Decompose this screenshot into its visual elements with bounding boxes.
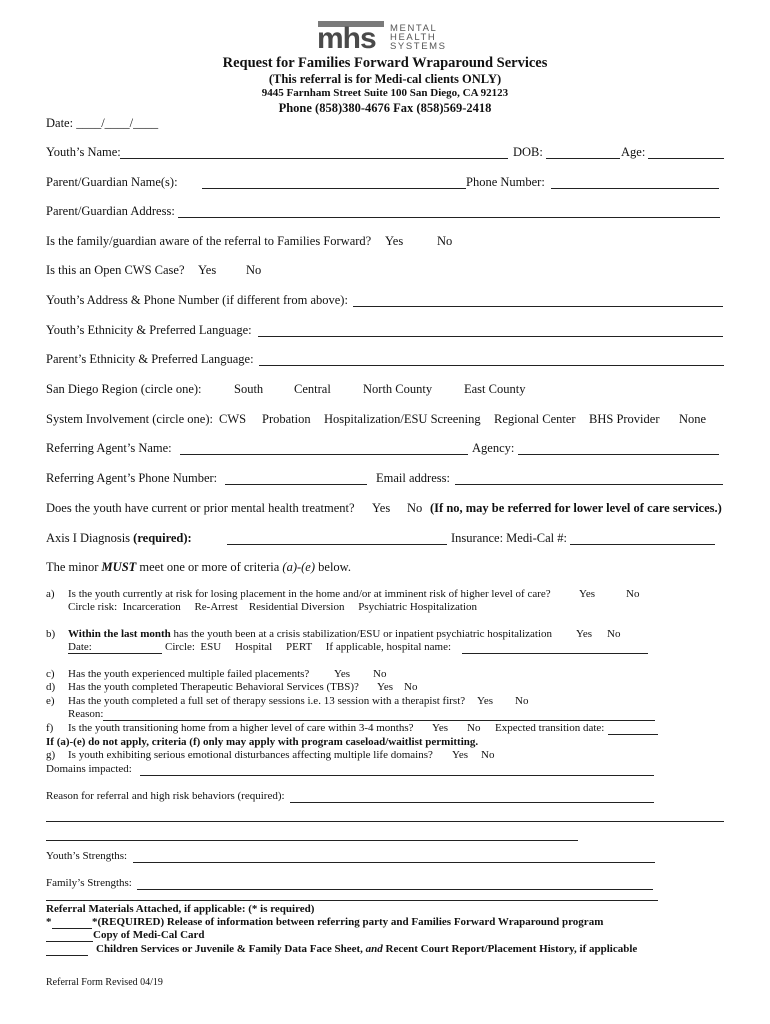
phone-number-label: Phone Number:	[466, 175, 545, 189]
hospital-name-input[interactable]	[462, 653, 648, 654]
criterion-c-no[interactable]: No	[373, 668, 387, 680]
parent-name-input[interactable]	[202, 188, 466, 189]
criterion-f-expected-label: Expected transition date:	[495, 722, 605, 734]
cws-question: Is this an Open CWS Case?	[46, 263, 185, 277]
system-none-option[interactable]: None	[679, 412, 707, 426]
system-regional-center-option[interactable]: Regional Center	[494, 412, 576, 426]
criterion-a-text: Is the youth currently at risk for losing placement in the home and/or at imminent risk of higher level of care?	[68, 588, 551, 600]
axis-input[interactable]	[227, 544, 447, 545]
region-central-option[interactable]: Central	[294, 382, 331, 396]
reason-input-line-1[interactable]	[290, 802, 654, 803]
materials-item3-check[interactable]	[46, 955, 88, 956]
youth-address-input[interactable]	[353, 306, 723, 307]
footer-revision: Referral Form Revised 04/19	[46, 977, 163, 988]
criterion-e-text: Has the youth completed a full set of therapy sessions i.e. 13 session with a therapist first?	[68, 695, 466, 707]
criterion-f-yes[interactable]: Yes	[432, 722, 449, 734]
mh-yes-option[interactable]: Yes	[372, 501, 391, 515]
aware-question: Is the family/guardian aware of the referral to Families Forward?	[46, 234, 372, 248]
date-field[interactable]: Date: ____/____/____	[46, 116, 159, 130]
youth-name-label: Youth’s Name:	[46, 145, 121, 159]
region-label: San Diego Region (circle one):	[46, 382, 202, 396]
materials-item1: *(REQUIRED) Release of information between referring party and Families Forward Wraparound program	[92, 916, 604, 928]
criterion-c-text: Has the youth experienced multiple failed placements?	[68, 668, 310, 680]
agency-label: Agency:	[472, 441, 515, 455]
aware-no-option[interactable]: No	[437, 234, 453, 248]
criterion-a-label: a)	[46, 588, 55, 600]
criterion-e-label: e)	[46, 695, 55, 707]
domains-input[interactable]	[140, 775, 654, 776]
criterion-e-reason-input[interactable]	[103, 720, 655, 721]
axis-label: Axis I Diagnosis (required):	[46, 531, 192, 545]
system-cws-option[interactable]: CWS	[219, 412, 247, 426]
agency-input[interactable]	[518, 454, 719, 455]
form-phone: Phone (858)380-4676 Fax (858)569-2418	[278, 101, 492, 115]
dob-input[interactable]	[546, 158, 620, 159]
materials-item2: Copy of Medi-Cal Card	[93, 929, 205, 941]
logo-mark: mhs	[317, 22, 376, 55]
region-east-county-option[interactable]: East County	[464, 382, 526, 396]
cws-no-option[interactable]: No	[246, 263, 262, 277]
criterion-f-no[interactable]: No	[467, 722, 481, 734]
mh-question: Does the youth have current or prior mental health treatment?	[46, 501, 355, 515]
criterion-e-reason-label: Reason:	[68, 708, 104, 720]
criterion-f-label: f)	[46, 722, 54, 734]
criterion-f-text: Is the youth transitioning home from a higher level of care within 3-4 months?	[68, 722, 414, 734]
family-strengths-input[interactable]	[137, 889, 653, 890]
reason-input-line-3[interactable]	[46, 840, 578, 841]
logo-line-mental: MENTAL	[390, 23, 438, 34]
criterion-g-text: Is youth exhibiting serious emotional disturbances affecting multiple life domains?	[68, 749, 433, 761]
logo-line-systems: SYSTEMS	[390, 41, 447, 52]
criterion-c-label: c)	[46, 668, 55, 680]
criterion-d-label: d)	[46, 681, 56, 693]
axis-required: (required):	[133, 531, 192, 545]
criterion-a-no[interactable]: No	[626, 588, 640, 600]
materials-heading: Referral Materials Attached, if applicable: (* is required)	[46, 903, 315, 915]
criterion-d-text: Has the youth completed Therapeutic Behavioral Services (TBS)?	[68, 681, 359, 693]
criterion-a-yes[interactable]: Yes	[579, 588, 596, 600]
system-bhs-provider-option[interactable]: BHS Provider	[589, 412, 660, 426]
youth-ethnicity-input[interactable]	[258, 336, 723, 337]
parent-address-label: Parent/Guardian Address:	[46, 204, 175, 218]
materials-item1-check[interactable]	[52, 928, 92, 929]
criterion-e-no[interactable]: No	[515, 695, 529, 707]
form-title: Request for Families Forward Wraparound Services	[222, 55, 548, 71]
medi-cal-input[interactable]	[570, 544, 715, 545]
reason-input-line-2[interactable]	[46, 821, 724, 822]
region-south-option[interactable]: South	[234, 382, 264, 396]
criterion-a-circle-risk[interactable]: Circle risk: Incarceration Re-Arrest Residential Diversion Psychiatric Hospitalization	[68, 601, 478, 613]
parent-ethnicity-label: Parent’s Ethnicity & Preferred Language:	[46, 352, 254, 366]
criterion-b-date-label: Date:	[68, 641, 92, 653]
materials-item2-check[interactable]	[46, 941, 93, 942]
mh-note: (If no, may be referred for lower level of care services.)	[430, 501, 722, 515]
criterion-f-note: If (a)-(e) do not apply, criteria (f) only may apply with program caseload/waitlist permitting.	[46, 736, 479, 748]
mh-no-option[interactable]: No	[407, 501, 423, 515]
criterion-b-label: b)	[46, 628, 56, 640]
system-hospitalization-option[interactable]: Hospitalization/ESU Screening	[324, 412, 481, 426]
agent-phone-input[interactable]	[225, 484, 367, 485]
form-address: 9445 Farnham Street Suite 100 San Diego, CA 92123	[261, 87, 509, 99]
domains-label: Domains impacted:	[46, 763, 132, 775]
criterion-c-yes[interactable]: Yes	[334, 668, 351, 680]
youth-name-input[interactable]	[120, 158, 508, 159]
criterion-g-yes[interactable]: Yes	[452, 749, 469, 761]
youth-ethnicity-label: Youth’s Ethnicity & Preferred Language:	[46, 323, 252, 337]
criterion-g-no[interactable]: No	[481, 749, 495, 761]
cws-yes-option[interactable]: Yes	[198, 263, 217, 277]
insurance-label: Insurance: Medi-Cal #:	[451, 531, 567, 545]
form-subtitle: (This referral is for Medi-cal clients ONLY)	[268, 72, 502, 86]
criterion-e-yes[interactable]: Yes	[477, 695, 494, 707]
parent-name-label: Parent/Guardian Name(s):	[46, 175, 178, 189]
criterion-d-no[interactable]: No	[404, 681, 418, 693]
youth-strengths-label: Youth’s Strengths:	[46, 850, 128, 862]
criterion-b-text: Within the last month has the youth been at a crisis stabilization/ESU or inpatient psychiatric hospitalization	[68, 628, 553, 640]
criterion-b-circle[interactable]: Circle: ESU Hospital PERT If applicable, hospital name:	[165, 641, 452, 653]
logo-line-health: HEALTH	[390, 32, 437, 43]
youth-strengths-input[interactable]	[133, 862, 655, 863]
criterion-d-yes[interactable]: Yes	[377, 681, 394, 693]
agent-name-label: Referring Agent’s Name:	[46, 441, 172, 455]
age-label: Age:	[621, 145, 646, 159]
family-strengths-label: Family’s Strengths:	[46, 877, 132, 889]
section-divider	[46, 900, 658, 901]
agent-phone-label: Referring Agent’s Phone Number:	[46, 471, 218, 485]
criterion-b-date-input[interactable]	[68, 653, 162, 654]
criterion-b-yes[interactable]: Yes	[576, 628, 593, 640]
email-label: Email address:	[376, 471, 450, 485]
email-input[interactable]	[455, 484, 723, 485]
parent-ethnicity-input[interactable]	[259, 365, 724, 366]
region-north-county-option[interactable]: North County	[363, 382, 433, 396]
reason-label: Reason for referral and high risk behaviors (required):	[46, 790, 285, 802]
aware-yes-option[interactable]: Yes	[385, 234, 404, 248]
transition-date-input[interactable]	[608, 734, 658, 735]
system-probation-option[interactable]: Probation	[262, 412, 311, 426]
phone-number-input[interactable]	[551, 188, 719, 189]
criteria-intro: The minor MUST meet one or more of criteria (a)-(e) below.	[46, 560, 352, 574]
parent-address-input[interactable]	[178, 217, 720, 218]
agent-name-input[interactable]	[180, 454, 468, 455]
youth-address-label: Youth’s Address & Phone Number (if different from above):	[46, 293, 348, 307]
materials-item1-mark: *	[46, 916, 52, 928]
dob-label: DOB:	[513, 145, 543, 159]
system-label: System Involvement (circle one):	[46, 412, 213, 426]
criterion-g-label: g)	[46, 749, 56, 761]
criterion-b-no[interactable]: No	[607, 628, 621, 640]
age-input[interactable]	[648, 158, 724, 159]
materials-item3: Children Services or Juvenile & Family Data Face Sheet, and Recent Court Report/Placement History, if applicable	[96, 943, 638, 955]
